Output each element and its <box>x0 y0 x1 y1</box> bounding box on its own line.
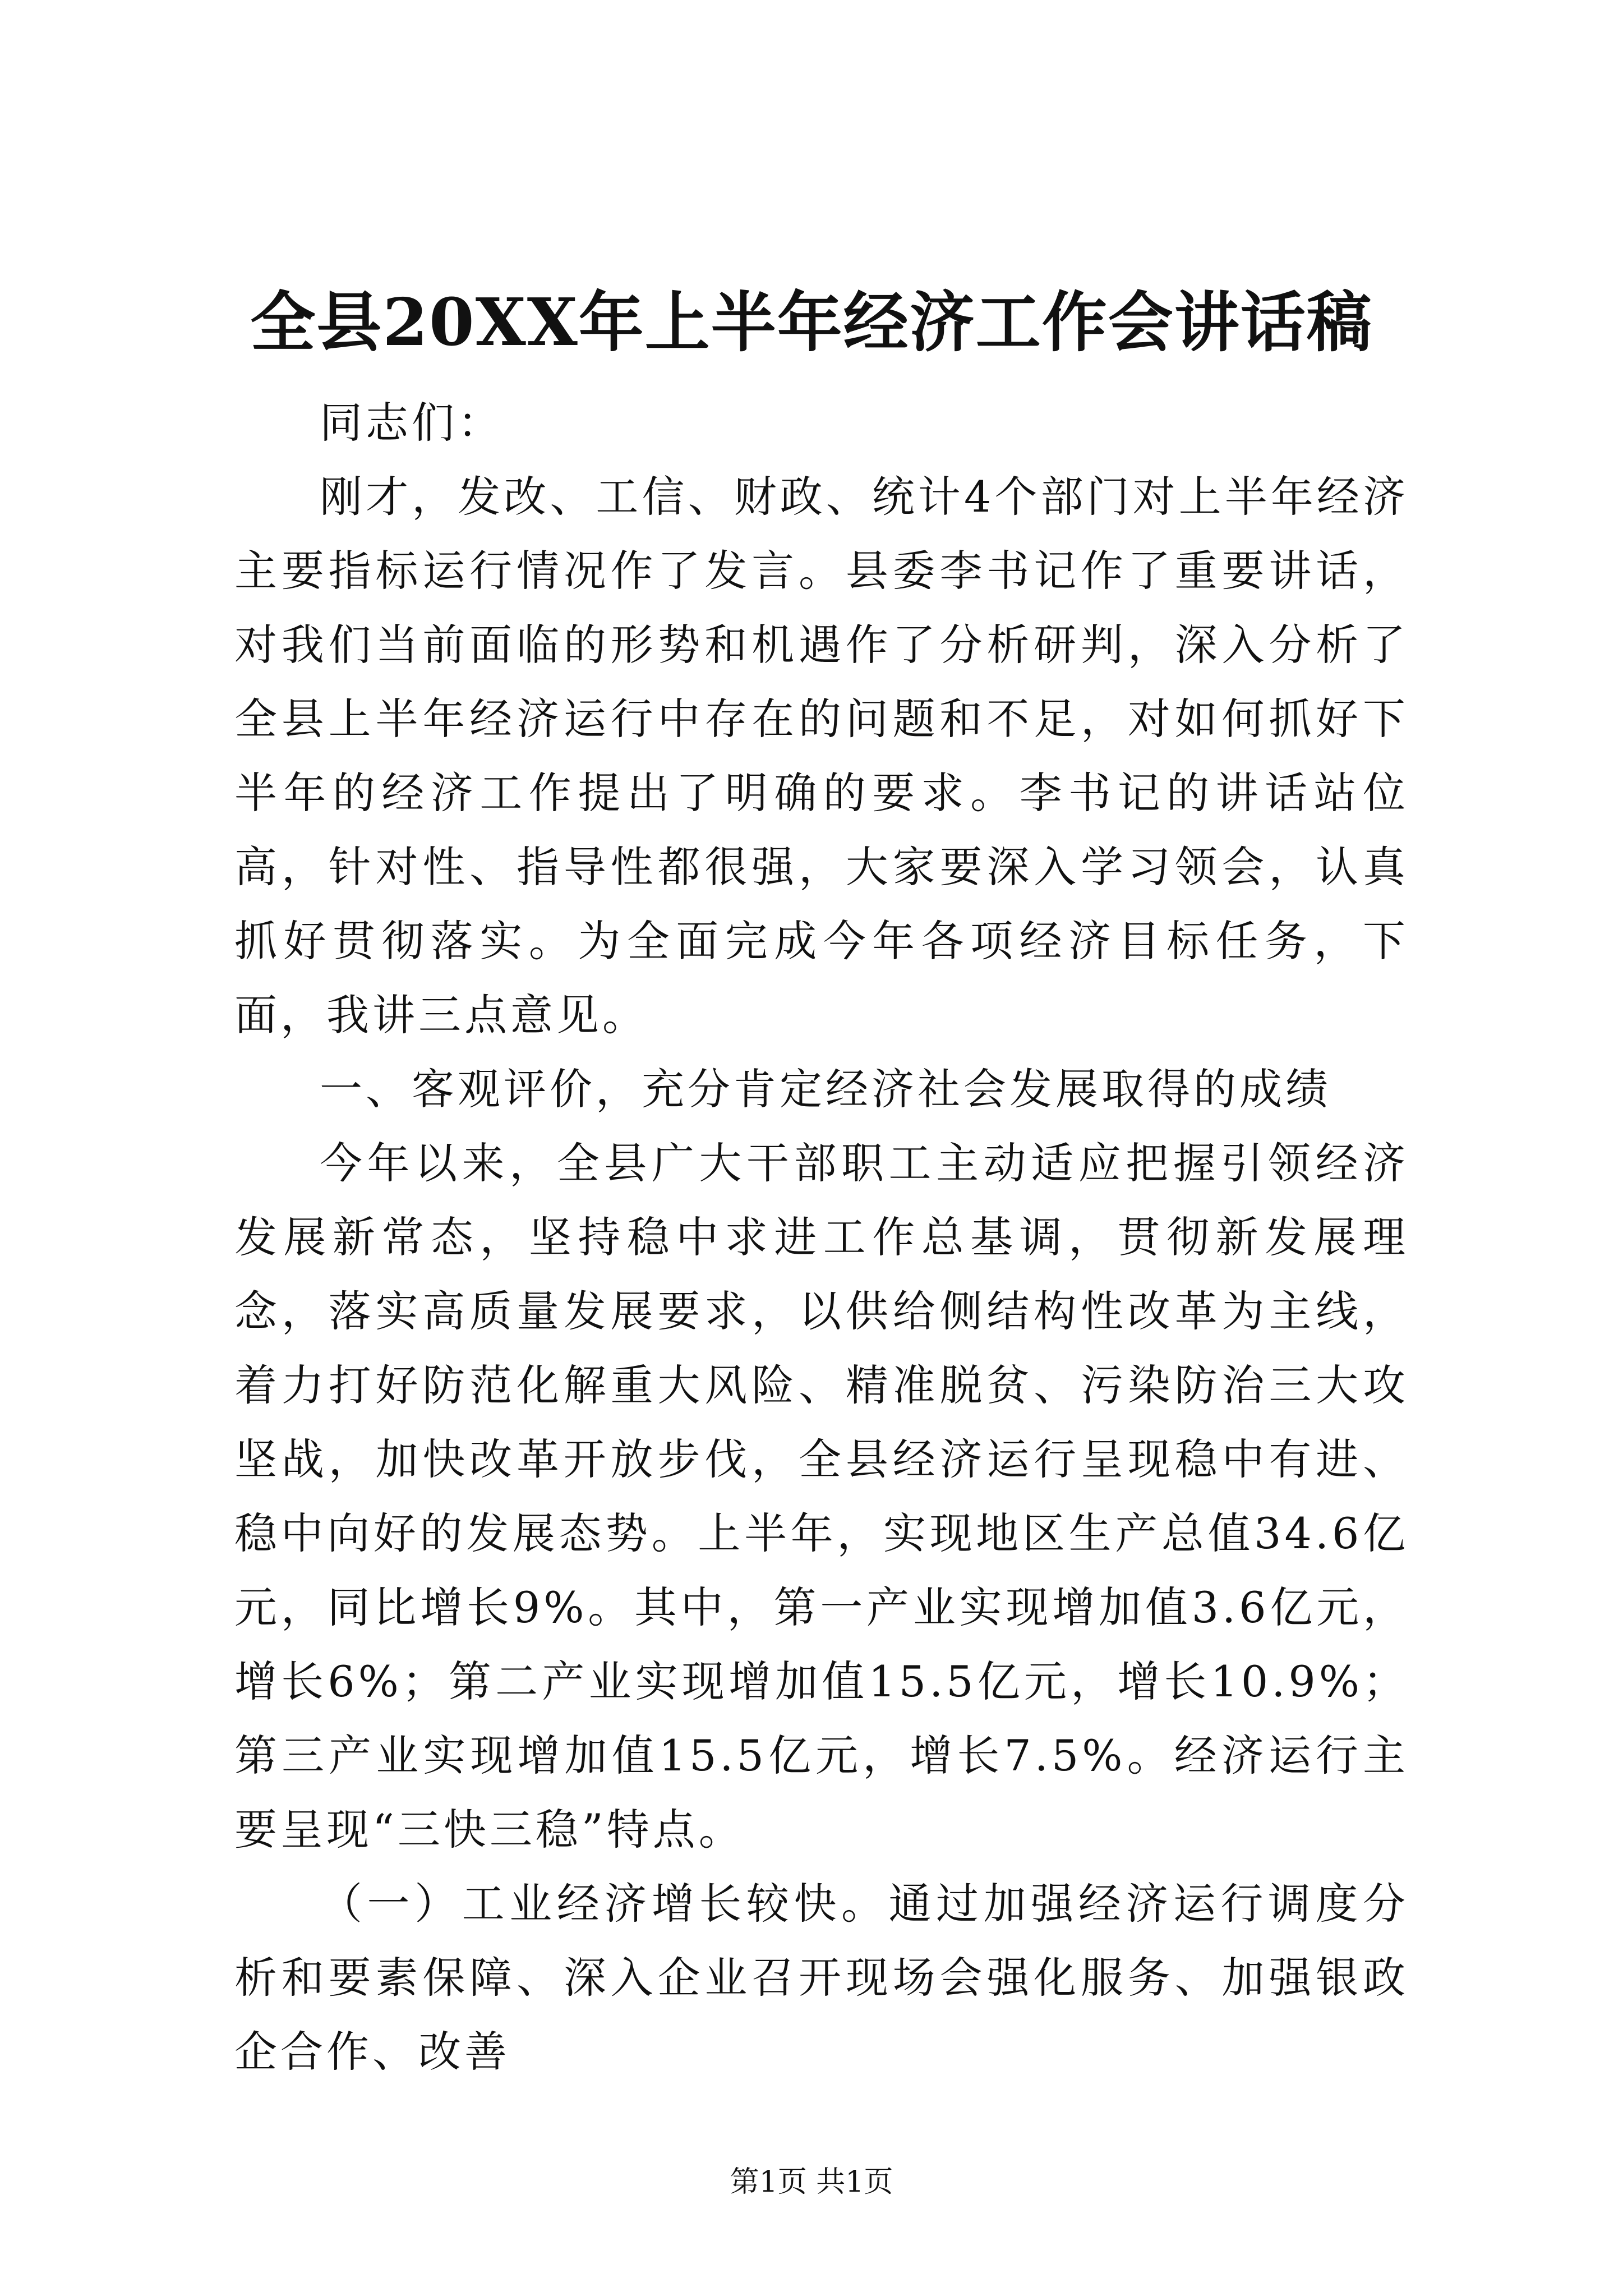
achievements-paragraph: 今年以来，全县广大干部职工主动适应把握引领经济发展新常态，坚持稳中求进工作总基调，贯彻新发展理念，落实高质量发展要求，以供给侧结构性改革为主线，着力打好防范化解重大风险、精准脱贫、污染防治三大攻坚战，加快改革开放步伐，全县经济运行呈现稳中有进、稳中向好的发展态势。上半年，实现地区生产总值34.6亿元，同比增长9%。其中，第一产业实现增加值3.6亿元，增长6%；第二产业实现增加值15.5亿元，增长10.9%；第三产业实现增加值15.5亿元，增长7.5%。经济运行主要呈现“三快三稳”特点。 <box>234 1138 1409 1855</box>
document-body <box>234 386 1409 2089</box>
document-title: 全县20XX年上半年经济工作会讲话稿 <box>250 284 1373 361</box>
section-heading-1: 一、客观评价，充分肯定经济社会发展取得的成绩 <box>320 1064 1331 1114</box>
industry-paragraph: （一）工业经济增长较快。通过加强经济运行调度分析和要素保障、深入企业召开现场会强化服务、加强银政企合作、改善 <box>234 1879 1409 2077</box>
intro-paragraph: 刚才，发改、工信、财政、统计4个部门对上半年经济主要指标运行情况作了发言。县委李书记作了重要讲话，对我们当前面临的形势和机遇作了分析研判，深入分析了全县上半年经济运行中存在的问题和不足，对如何抓好下半年的经济工作提出了明确的要求。李书记的讲话站位高，针对性、指导性都很强，大家要深入学习领会，认真抓好贯彻落实。为全面完成今年各项经济目标任务，下面，我讲三点意见。 <box>234 472 1409 1040</box>
salutation-paragraph: 同志们： <box>320 398 504 448</box>
page-footer: 第1页 共1页 <box>730 2165 893 2199</box>
